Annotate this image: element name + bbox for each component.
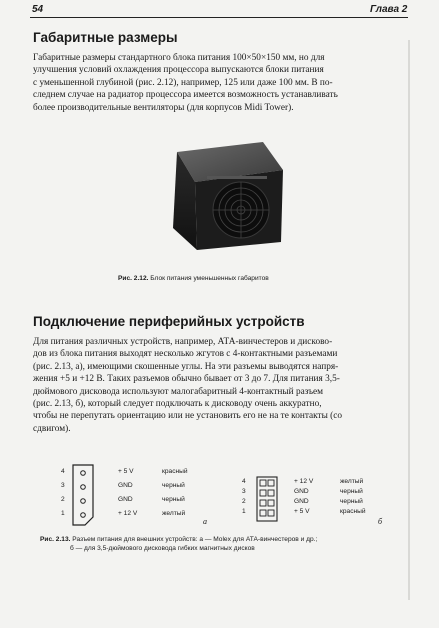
text-line: с уменьшенной глубиной (рис. 2.12), например, 125 или даже 100 мм. В по- (33, 77, 333, 88)
pin-voltage: + 5 V (118, 468, 134, 475)
wire-color: желтый (340, 478, 364, 485)
text-line: жения +5 и +12 В. Таких разъемов обычно бывает от 3 до 7. Для питания 3,5- (33, 374, 340, 385)
molex-connector-icon (71, 464, 95, 526)
wire-color: красный (340, 508, 366, 515)
caption-number: Рис. 2.12. (118, 275, 149, 282)
page-number: 54 (32, 4, 44, 15)
text-line: (рис. 2.13, б), который следует подключать к дисководу очень аккуратно, (33, 399, 322, 410)
pin-number: 1 (61, 510, 65, 517)
page-edge-shadow (408, 40, 410, 600)
pin-number: 1 (242, 508, 246, 515)
pin-voltage: GND (118, 482, 133, 489)
text-line: дюймового дисковода используют малогабаритный 4-контактный разъем (33, 386, 324, 397)
pin-voltage: GND (294, 488, 309, 495)
pin-voltage: + 5 V (294, 508, 310, 515)
caption-line: б — для 3,5-дюймового дисковода гибких магнитных дисков (70, 545, 255, 552)
pin-voltage: + 12 V (118, 510, 138, 517)
paragraph-dimensions (33, 52, 410, 114)
pin-voltage: GND (294, 498, 309, 505)
connector-b-diagram (238, 476, 388, 526)
wire-color: черный (162, 482, 185, 489)
pin-number: 3 (242, 488, 246, 495)
wire-color: красный (162, 468, 188, 475)
pin-number: 2 (61, 496, 65, 503)
pin-number: 4 (242, 478, 246, 485)
section-title-dimensions: Габаритные размеры (33, 30, 178, 45)
connector-a-diagram (58, 462, 208, 532)
text-line: чтобы не перепутать ориентацию или не установить его не на те контакты (со (33, 411, 343, 422)
pin-number: 3 (61, 482, 65, 489)
caption-text: Разъем питания для внешних устройств: а — Molex для АТА-винчестеров и др.; (72, 536, 318, 543)
pin-voltage: GND (118, 496, 133, 503)
text-line: Габаритные размеры стандартного блока питания 100×50×150 мм, но для (33, 53, 325, 63)
text-line: улучшения условий охлаждения процессора выпускаются блоки питания (33, 65, 324, 76)
chapter-title: Глава 2 (370, 4, 408, 15)
text-line: Для питания различных устройств, например, АТА-винчестеров и дисково- (33, 337, 333, 347)
caption-text: Блок питания уменьшенных габаритов (150, 275, 269, 282)
pin-number: 2 (242, 498, 246, 505)
paragraph-peripherals (33, 336, 410, 435)
subfigure-letter-b: б (378, 517, 383, 526)
wire-color: черный (340, 498, 363, 505)
caption-line (40, 535, 412, 544)
text-line: (рис. 2.13, а), имеющими скошенные углы. На эти разъемы выводятся напря- (33, 361, 339, 372)
subfigure-letter-a: а (203, 517, 207, 526)
header-rule (30, 17, 408, 18)
caption-number: Рис. 2.13. (40, 536, 71, 543)
wire-color: черный (162, 496, 185, 503)
text-line: следнем случае на радиатор процессора имеется возможность устанавливать (33, 90, 338, 101)
floppy-connector-icon (256, 476, 278, 522)
figure-caption-2-12 (118, 274, 269, 283)
text-line: дов из блока питания выходят несколько жгутов с 4-контактными разъемами (33, 349, 338, 360)
wire-color: черный (340, 488, 363, 495)
section-title-peripherals: Подключение периферийных устройств (33, 314, 305, 329)
text-line: более производительные вентиляторы (для корпусов Midi Tower). (33, 102, 294, 113)
text-line: сдвигом). (33, 423, 71, 434)
wire-color: желтый (162, 510, 186, 517)
figure-caption-2-13 (40, 535, 412, 553)
power-supply-photo (155, 124, 295, 264)
pin-number: 4 (61, 468, 65, 475)
pin-voltage: + 12 V (294, 478, 314, 485)
